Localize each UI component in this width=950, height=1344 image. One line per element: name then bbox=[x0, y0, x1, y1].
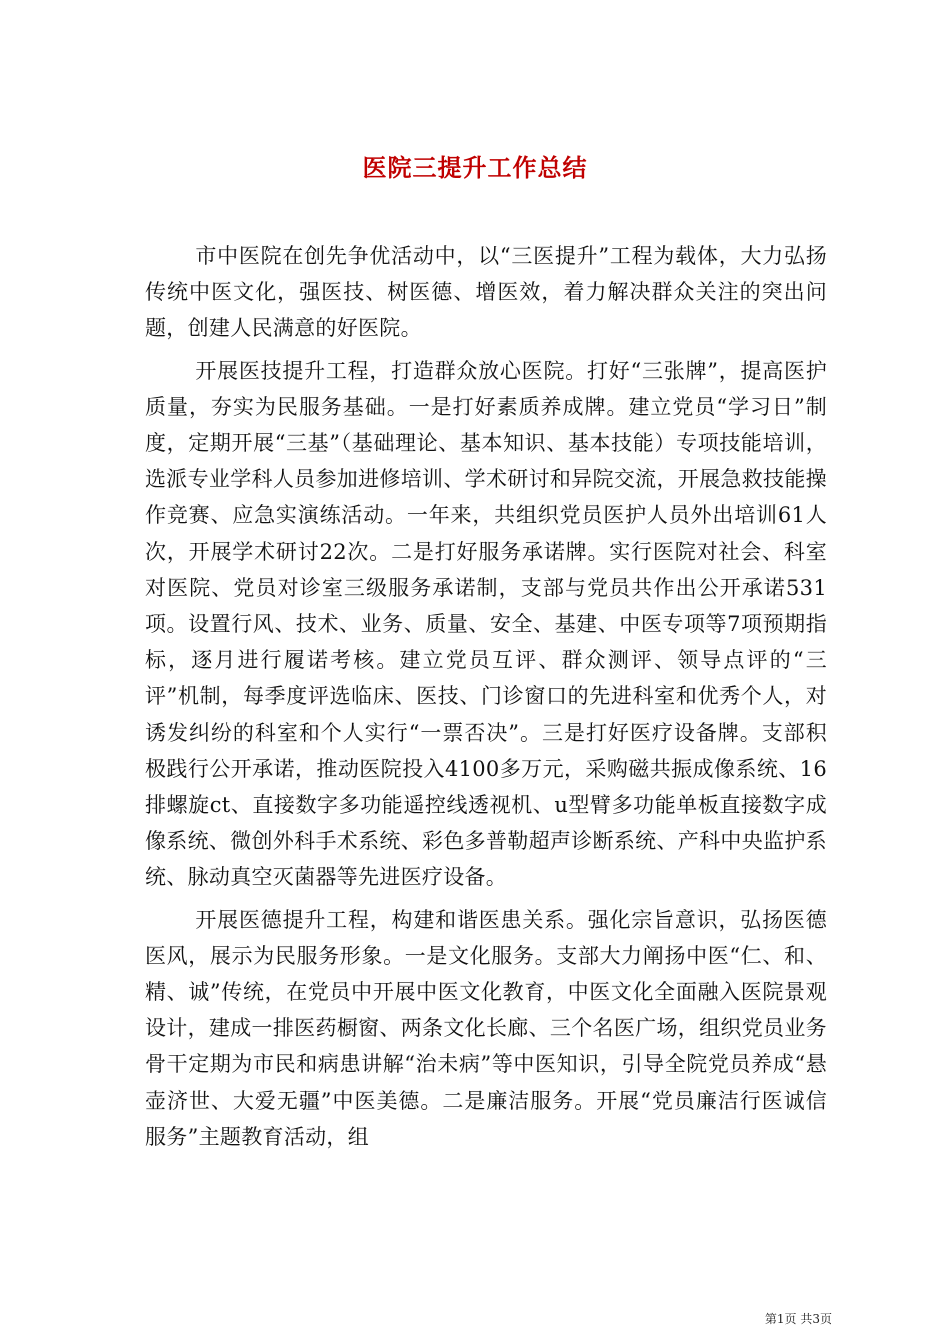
page-title: 医院三提升工作总结 bbox=[362, 154, 588, 183]
page-number-footer: 第1页 共3页 bbox=[764, 1312, 832, 1326]
paragraph-medical-ethics: 开展医德提升工程，构建和谐医患关系。强化宗旨意识，弘扬医德医风，展示为民服务形象。一是文化服务。支部大力阐扬中医“仁、和、精、诚”传统，在党员中开展中医文化教育，中医文化全面融入医院景观设计，建成一排医药橱窗、两条文化长廊、三个名医广场，组织党员业务骨干定期为市民和病患讲解“治未病”等中医知识，引导全院党员养成“悬壶济世、大爱无疆”中医美德。二是廉洁服务。开展“党员廉洁行医诚信服务”主题教育活动，组 bbox=[145, 907, 827, 1149]
paragraph-medical-skill: 开展医技提升工程，打造群众放心医院。打好“三张牌”，提高医护质量，夯实为民服务基础。一是打好素质养成牌。建立党员“学习日”制度，定期开展“三基”（基础理论、基本知识、基本技能）专项技能培训，选派专业学科人员参加进修培训、学术研讨和异院交流，开展急救技能操作竞赛、应急实演练活动。一年来，共组织党员医护人员外出培训61人次，开展学术研讨22次。二是打好服务承诺牌。实行医院对社会、科室对医院、党员对诊室三级服务承诺制，支部与党员共作出公开承诺531项。设置行风、技术、业务、质量、安全、基建、中医专项等7项预期指标，逐月进行履诺考核。建立党员互评、群众测评、领导点评的“三评”机制，每季度评选临床、医技、门诊窗口的先进科室和优秀个人，对诱发纠纷的科室和个人实行“一票否决”。三是打好医疗设备牌。支部积极践行公开承诺，推动医院投入4100多万元，采购磁共振成像系统、16排螺旋ct、直接数字多功能遥控线透视机、u型臂多功能单板直接数字成像系统、微创外科手术系统、彩色多普勒超声诊断系统、产科中央监护系统、脉动真空灭菌器等先进医疗设备。 bbox=[145, 358, 827, 890]
paragraph-intro: 市中医院在创先争优活动中，以“三医提升”工程为载体，大力弘扬传统中医文化，强医技、树医德、增医效，着力解决群众关注的突出问题，创建人民满意的好医院。 bbox=[145, 244, 827, 341]
document-body bbox=[145, 238, 827, 1155]
